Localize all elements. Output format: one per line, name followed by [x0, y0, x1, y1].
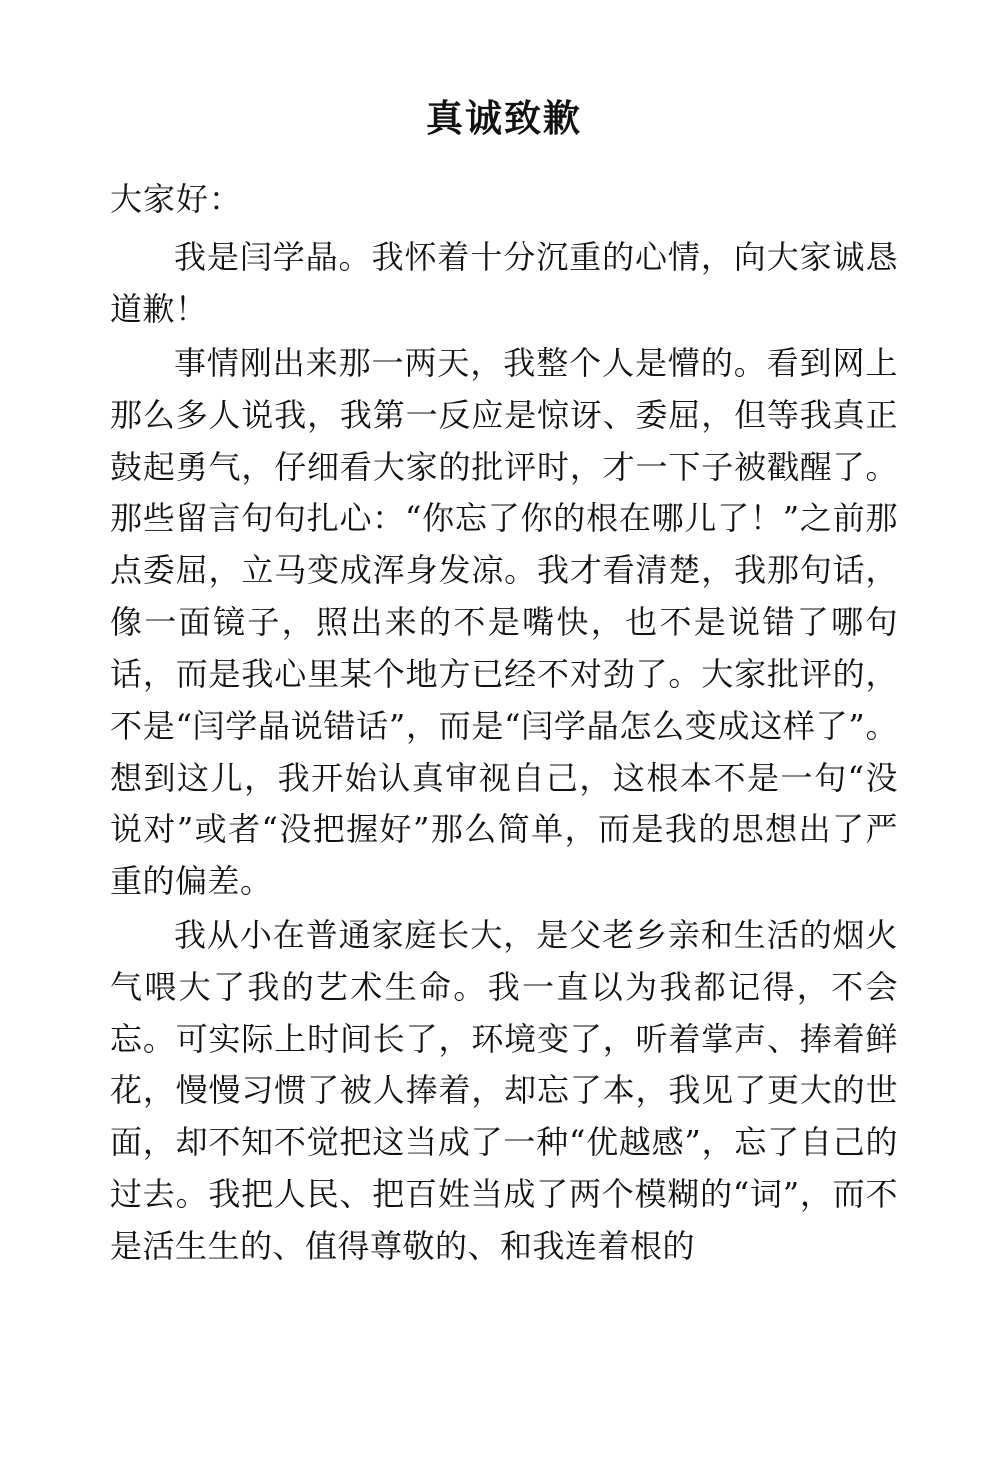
body-paragraph-3: 我从小在普通家庭长大，是父老乡亲和生活的烟火气喂大了我的艺术生命。我一直以为我都记得，不会忘。可实际上时间长了，环境变了，听着掌声、捧着鲜花，慢慢习惯了被人捧着，却忘了本，我见了更大的世面，却不知不觉把这当成了一种“优越感”，忘了自己的过去。我把人民、把百姓当成了两个模糊的“词”，而不是活生生的、值得尊敬的、和我连着根的	[110, 915, 898, 1265]
page-title: 真诚致歉	[426, 96, 582, 140]
salutation-text: 大家好：	[110, 180, 243, 219]
body-paragraph-1: 我是闫学晶。我怀着十分沉重的心情，向大家诚恳道歉！	[110, 238, 898, 329]
body-paragraph-2: 事情刚出来那一两天，我整个人是懵的。看到网上那么多人说我，我第一反应是惊讶、委屈，但等我真正鼓起勇气，仔细看大家的批评时，才一下子被戳醒了。那些留言句句扎心：“你忘了你的根在哪儿了！”之前那点委屈，立马变成浑身发凉。我才看清楚，我那句话，像一面镜子，照出来的不是嘴快，也不是说错了哪句话，而是我心里某个地方已经不对劲了。大家批评的，不是“闫学晶说错话”，而是“闫学晶怎么变成这样了”。想到这儿，我开始认真审视自己，这根本不是一句“没说对”或者“没把握好”那么简单，而是我的思想出了严重的偏差。	[110, 343, 898, 901]
